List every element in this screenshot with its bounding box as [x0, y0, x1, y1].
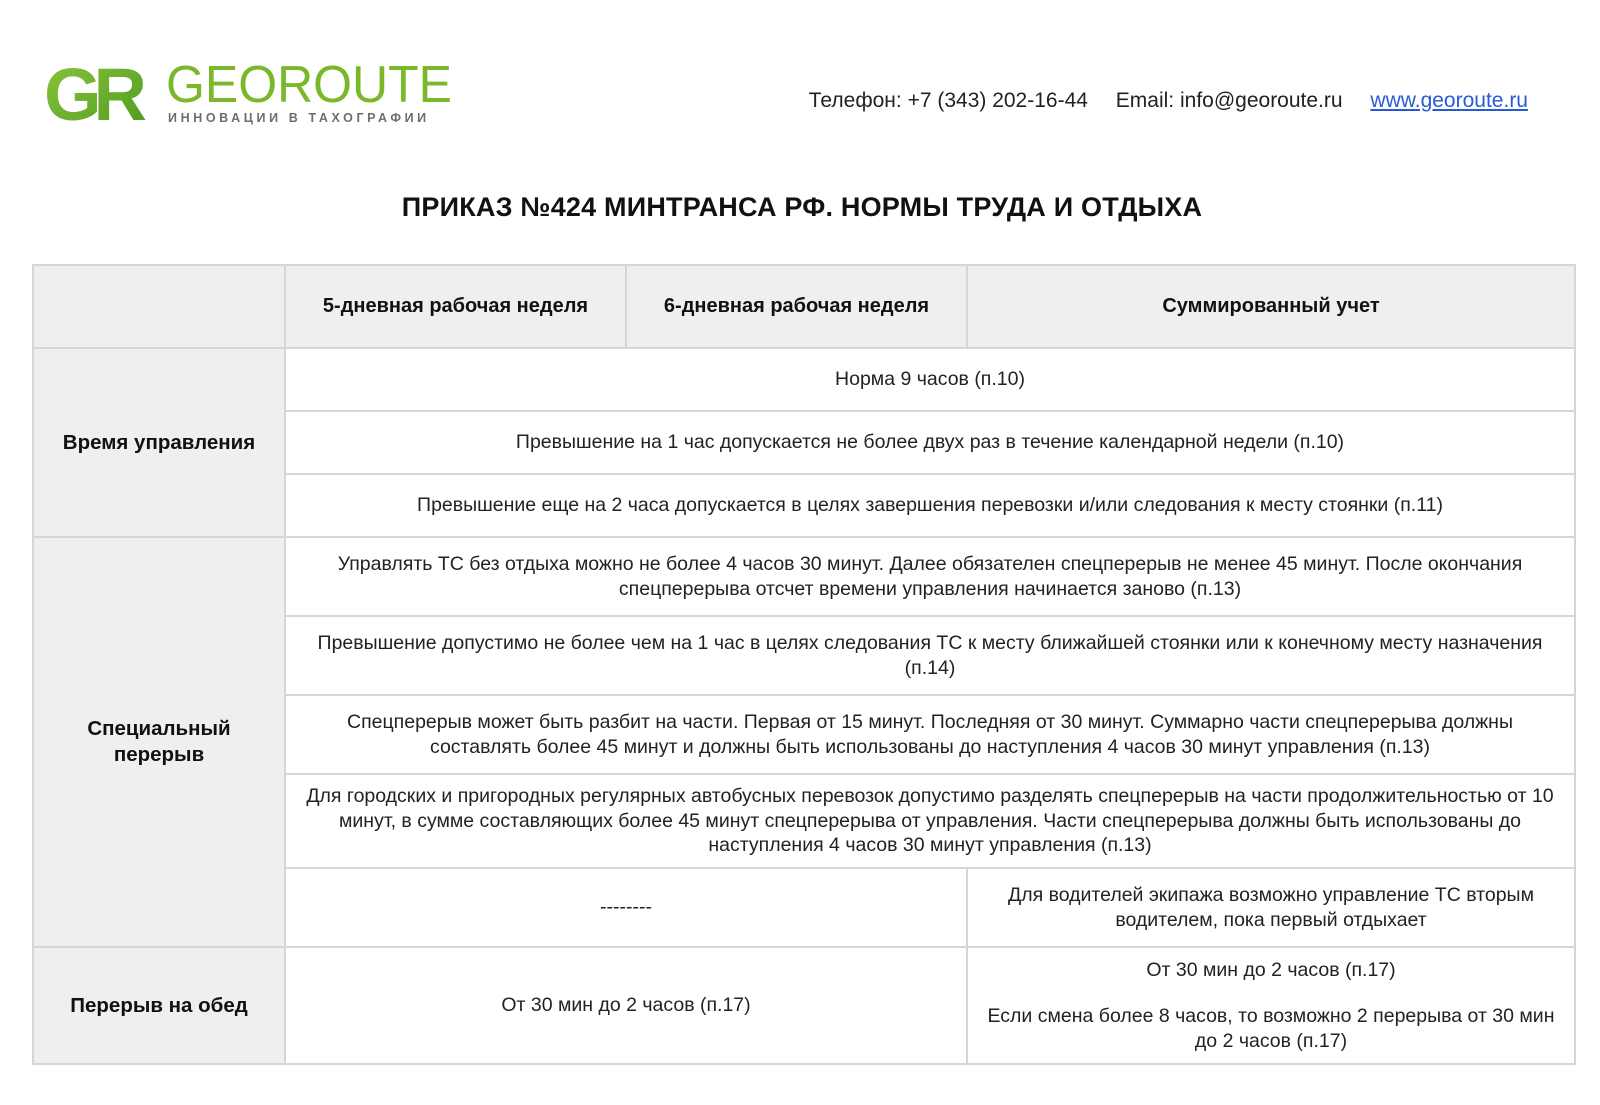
phone: Телефон: +7 (343) 202-16-44: [808, 89, 1088, 112]
driving-excess-1h: Превышение на 1 час допускается не более двух раз в течение календарной недели (п.10): [285, 411, 1575, 474]
logo-name: GEOROUTE: [166, 58, 452, 114]
email: Email: info@georoute.ru: [1115, 89, 1343, 112]
website-link[interactable]: www.georoute.ru: [1370, 89, 1528, 112]
table-header-row: [33, 265, 1575, 348]
special-break-crew-summed: Для водителей экипажа возможно управление ТС вторым водителем, пока первый отдыхает: [967, 868, 1575, 947]
georoute-logo: [44, 58, 464, 128]
contact-info: [787, 89, 1528, 113]
lunch-break-summed-line2: Если смена более 8 часов, то возможно 2 перерыва от 30 мин до 2 часов (п.17): [987, 1005, 1555, 1052]
logo-tagline: ИННОВАЦИИ В ТАХОГРАФИИ: [168, 111, 430, 125]
page-title: ПРИКАЗ №424 МИНТРАНСА РФ. НОРМЫ ТРУДА И ОТДЫХА: [401, 192, 1203, 222]
column-header-6-day: 6-дневная рабочая неделя: [626, 265, 967, 348]
row-header-lunch-break: Перерыв на обед: [33, 947, 285, 1064]
special-break-bus: Для городских и пригородных регулярных автобусных перевозок допустимо разделять спецперерыв на части продолжительностью от 10 минут, в сумме составляющих более 45 минут спецперерыва от управления. Части спецперерыва должны быть использованы до наступления 4 часов 30 минут управления (п.13): [285, 774, 1575, 868]
column-header-5-day: 5-дневная рабочая неделя: [285, 265, 626, 348]
driving-excess-2h: Превышение еще на 2 часа допускается в целях завершения перевозки и/или следования к месту стоянки (п.11): [285, 474, 1575, 537]
column-header-summed: Суммированный учет: [967, 265, 1575, 348]
row-header-driving-time: Время управления: [33, 348, 285, 537]
special-break-excess: Превышение допустимо не более чем на 1 час в целях следования ТС к месту ближайшей стоянки или к конечному месту назначения (п.14): [285, 616, 1575, 695]
lunch-break-summed: [967, 947, 1575, 1064]
column-header-empty: [33, 265, 285, 348]
lunch-break-weekly: От 30 мин до 2 часов (п.17): [285, 947, 967, 1064]
table-row: [33, 348, 1575, 411]
logo-mark: GR: [44, 58, 139, 128]
work-rest-norms-table: [32, 264, 1576, 1065]
row-header-special-break: Специальный перерыв: [33, 537, 285, 947]
table-row: [33, 947, 1575, 1064]
special-break-crew-weekly: --------: [285, 868, 967, 947]
special-break-parts: Спецперерыв может быть разбит на части. Первая от 15 минут. Последняя от 30 минут. Суммарно части спецперерыва должны составлять более 45 минут и должны быть использованы до наступления 4 часов 30 минут управления (п.13): [285, 695, 1575, 774]
table-row: [33, 537, 1575, 616]
lunch-break-summed-line1: От 30 мин до 2 часов (п.17): [1146, 958, 1396, 981]
special-break-rule: Управлять ТС без отдыха можно не более 4 часов 30 минут. Далее обязателен спецперерыв не менее 45 минут. После окончания спецперерыва отсчет времени управления начинается заново (п.13): [285, 537, 1575, 616]
driving-norm: Норма 9 часов (п.10): [285, 348, 1575, 411]
